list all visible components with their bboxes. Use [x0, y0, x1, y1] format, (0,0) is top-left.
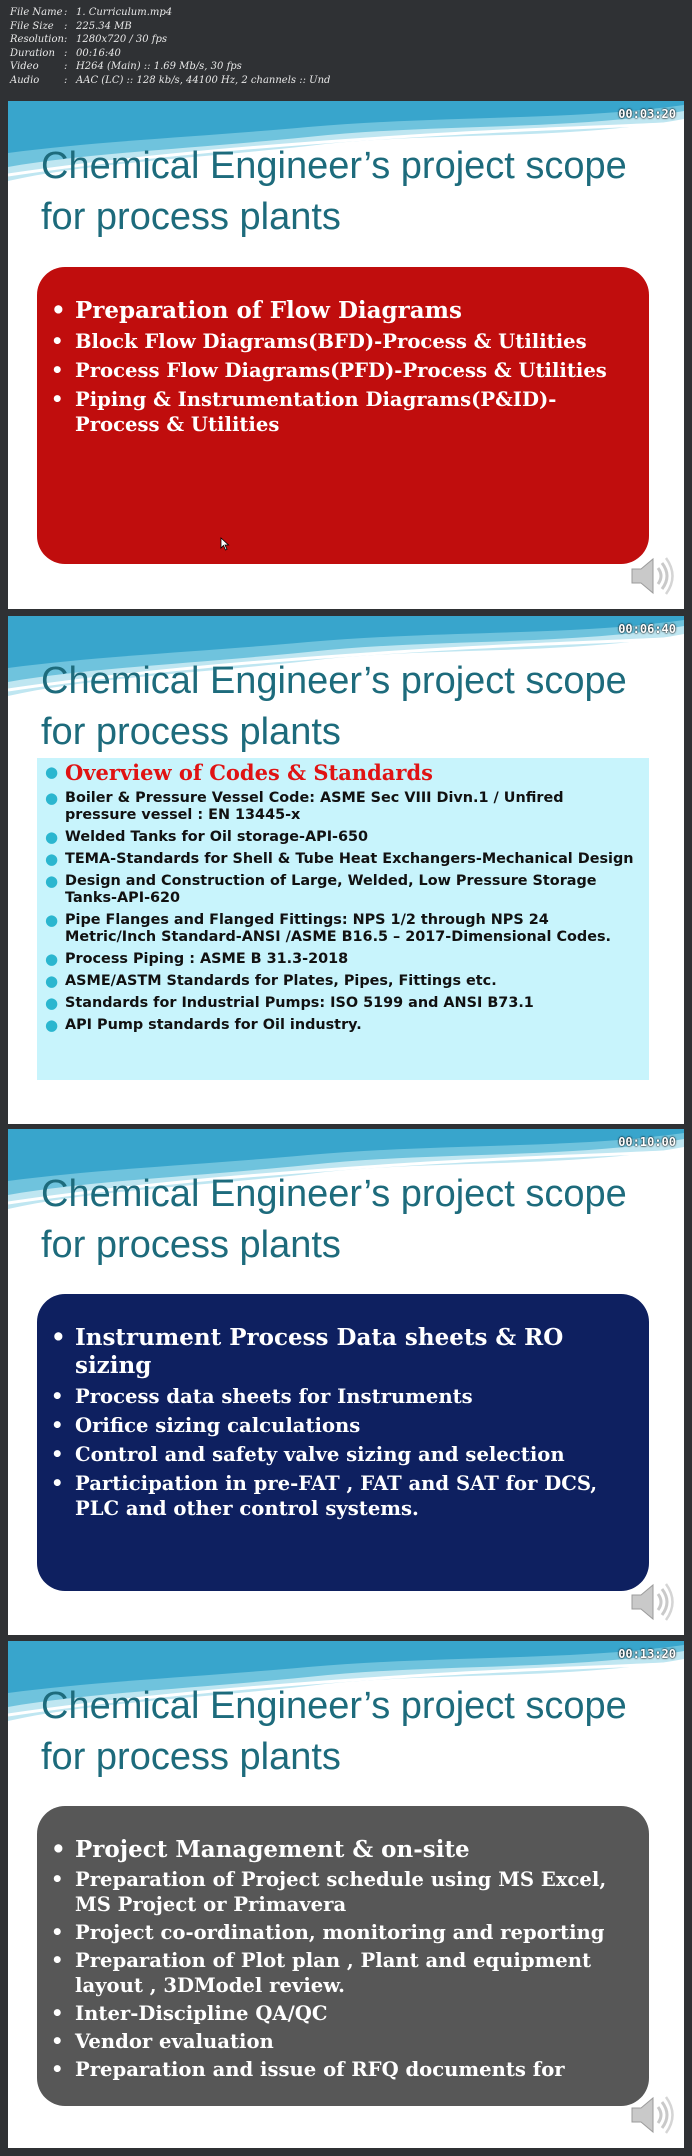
bullet-item: • Preparation of Project schedule using MS Excel, MS Project or Primavera — [51, 1867, 631, 1917]
file-info-row: Resolution : 1280x720 / 30 fps — [10, 34, 168, 46]
bullet-item-text: Inter-Discipline QA/QC — [75, 2002, 328, 2025]
bullet-heading: • Project Management & on-site — [51, 1836, 470, 1863]
content-box — [37, 758, 649, 1080]
speaker-icon[interactable] — [626, 2092, 676, 2138]
bullet-item-text: Vendor evaluation — [75, 2030, 274, 2053]
bullet-item-text: Orifice sizing calculations — [75, 1414, 361, 1437]
file-info-key: File Size — [10, 20, 54, 32]
content-box — [37, 1806, 649, 2106]
bullet-heading-text: Project Management & on-site — [75, 1836, 470, 1863]
bullet-heading-text: Preparation of Flow Diagrams — [75, 297, 462, 324]
bullet-heading: • Instrument Process Data sheets & RO sizing — [51, 1324, 631, 1380]
bullet-item: ● Pipe Flanges and Flanged Fittings: NPS 1/2 through NPS 24 Metric/Inch Standard-ANSI /ASME B16.5 – 2017-Dimensional Codes. — [45, 912, 635, 946]
bullet-item-text: Boiler & Pressure Vessel Code: ASME Sec VIII Divn.1 / Unfired pressure vessel : EN 13445-x — [65, 790, 564, 823]
bullet-item: • Preparation of Plot plan , Plant and equipment layout , 3DModel review. — [51, 1948, 631, 1998]
file-info-value: 225.34 MB — [76, 20, 132, 32]
bullet-item: • Inter-Discipline QA/QC — [51, 2002, 328, 2025]
file-info-row: Audio : AAC (LC) :: 128 kb/s, 44100 Hz, 2 channels :: Und — [10, 74, 331, 86]
timestamp: 00:13:20 — [618, 1647, 676, 1661]
bullet-heading: ● Overview of Codes & Standards — [45, 760, 433, 785]
bullet-item-text: Piping & Instrumentation Diagrams(P&ID)-Process & Utilities — [75, 388, 557, 436]
video-frame-2 — [8, 616, 684, 1124]
file-info-key: Audio — [10, 74, 40, 86]
bullet-item: ● Process Piping : ASME B 31.3-2018 — [45, 950, 349, 968]
bullet-item-text: Preparation of Plot plan , Plant and equipment layout , 3DModel review. — [75, 1949, 592, 1997]
bullet-item: • Participation in pre-FAT , FAT and SAT for DCS, PLC and other control systems. — [51, 1471, 631, 1521]
bullet-item-text: Design and Construction of Large, Welded, Low Pressure Storage Tanks-API-620 — [65, 873, 597, 906]
speaker-icon[interactable] — [626, 1579, 676, 1625]
timestamp: 00:10:00 — [618, 1135, 676, 1149]
file-info-value: 00:16:40 — [76, 47, 121, 59]
file-info-key: Resolution — [10, 34, 64, 46]
bullet-item: • Process Flow Diagrams(PFD)-Process & Utilities — [51, 359, 607, 382]
file-info-value: H264 (Main) :: 1.69 Mb/s, 30 fps — [76, 61, 242, 73]
bullet-item-text: Process Flow Diagrams(PFD)-Process & Utilities — [75, 359, 607, 382]
file-info-value: 1. Curriculum.mp4 — [76, 7, 173, 18]
bullet-item: ● TEMA-Standards for Shell & Tube Heat Exchangers-Mechanical Design — [45, 850, 634, 868]
content-box — [37, 1294, 649, 1591]
bullet-item-text: TEMA-Standards for Shell & Tube Heat Exchangers-Mechanical Design — [65, 851, 634, 867]
bullet-item-text: Block Flow Diagrams(BFD)-Process & Utilities — [75, 330, 587, 353]
bullet-item: • Vendor evaluation — [51, 2030, 274, 2053]
bullet-item-text: Preparation of Project schedule using MS Excel, MS Project or Primavera — [75, 1868, 607, 1916]
bullet-item-text: Pipe Flanges and Flanged Fittings: NPS 1/2 through NPS 24 Metric/Inch Standard-ANSI /ASME B16.5 – 2017-Dimensional Codes. — [65, 912, 611, 945]
slide-title: Chemical Engineer’s project scope for process plants — [41, 1173, 627, 1266]
bullet-item-text: Process data sheets for Instruments — [75, 1385, 473, 1408]
file-info-row: Duration : 00:16:40 — [10, 47, 121, 59]
slide-title: Chemical Engineer’s project scope for process plants — [41, 660, 627, 753]
bullet-item: ● Boiler & Pressure Vessel Code: ASME Sec VIII Divn.1 / Unfired pressure vessel : EN 13445-x — [45, 790, 635, 824]
file-info-row: File Size : 225.34 MB — [10, 20, 132, 32]
bullet-heading-text: Instrument Process Data sheets & RO sizing — [75, 1324, 564, 1379]
timestamp: 00:06:40 — [618, 622, 676, 636]
bullet-item: ● API Pump standards for Oil industry. — [45, 1016, 362, 1034]
bullet-item-text: Control and safety valve sizing and selection — [75, 1443, 565, 1466]
file-info-key: Video — [10, 61, 39, 73]
bullet-heading-text: Overview of Codes & Standards — [65, 760, 433, 785]
mouse-cursor-icon — [220, 537, 230, 551]
file-info-key: File Name — [10, 7, 63, 18]
bullet-item: • Control and safety valve sizing and selection — [51, 1443, 565, 1466]
file-info-value: 1280x720 / 30 fps — [76, 34, 168, 46]
video-frame-3 — [8, 1129, 684, 1635]
file-info-panel — [10, 6, 330, 88]
file-info-key: Duration — [10, 47, 55, 59]
bullet-item: ● Standards for Industrial Pumps: ISO 5199 and ANSI B73.1 — [45, 994, 534, 1012]
bullet-item: ● ASME/ASTM Standards for Plates, Pipes, Fittings etc. — [45, 972, 497, 990]
slide-title: Chemical Engineer’s project scope for process plants — [41, 1685, 627, 1778]
video-frame-1 — [8, 101, 684, 609]
bullet-item-text: API Pump standards for Oil industry. — [65, 1017, 362, 1033]
file-info-value: AAC (LC) :: 128 kb/s, 44100 Hz, 2 channels :: Und — [76, 74, 331, 86]
content-box — [37, 267, 649, 564]
slide-title: Chemical Engineer’s project scope for process plants — [41, 145, 627, 238]
bullet-item-text: Project co-ordination, monitoring and reporting — [75, 1921, 605, 1944]
bullet-item: • Block Flow Diagrams(BFD)-Process & Utilities — [51, 330, 587, 353]
bullet-item-text: Process Piping : ASME B 31.3-2018 — [65, 951, 349, 967]
bullet-item: • Process data sheets for Instruments — [51, 1385, 473, 1408]
file-info-row: File Name : 1. Curriculum.mp4 — [10, 7, 173, 18]
bullet-item: ● Design and Construction of Large, Welded, Low Pressure Storage Tanks-API-620 — [45, 873, 635, 907]
bullet-heading: • Preparation of Flow Diagrams — [51, 297, 462, 324]
bullet-item-text: Participation in pre-FAT , FAT and SAT for DCS, PLC and other control systems. — [75, 1472, 598, 1520]
bullet-item: • Orifice sizing calculations — [51, 1414, 361, 1437]
bullet-item-text: Standards for Industrial Pumps: ISO 5199 and ANSI B73.1 — [65, 995, 534, 1011]
speaker-icon[interactable] — [626, 553, 676, 599]
video-frame-4 — [8, 1641, 684, 2148]
bullet-item: • Preparation and issue of RFQ documents for — [51, 2058, 565, 2081]
file-info-row: Video : H264 (Main) :: 1.69 Mb/s, 30 fps — [10, 61, 242, 73]
bullet-item-text: Welded Tanks for Oil storage-API-650 — [65, 829, 369, 845]
bullet-item: • Piping & Instrumentation Diagrams(P&ID)-Process & Utilities — [51, 387, 631, 437]
bullet-item-text: Preparation and issue of RFQ documents for — [75, 2058, 565, 2081]
bullet-item: • Project co-ordination, monitoring and reporting — [51, 1921, 605, 1944]
timestamp: 00:03:20 — [618, 107, 676, 121]
bullet-item-text: ASME/ASTM Standards for Plates, Pipes, Fittings etc. — [65, 973, 497, 989]
bullet-item: ● Welded Tanks for Oil storage-API-650 — [45, 828, 369, 846]
